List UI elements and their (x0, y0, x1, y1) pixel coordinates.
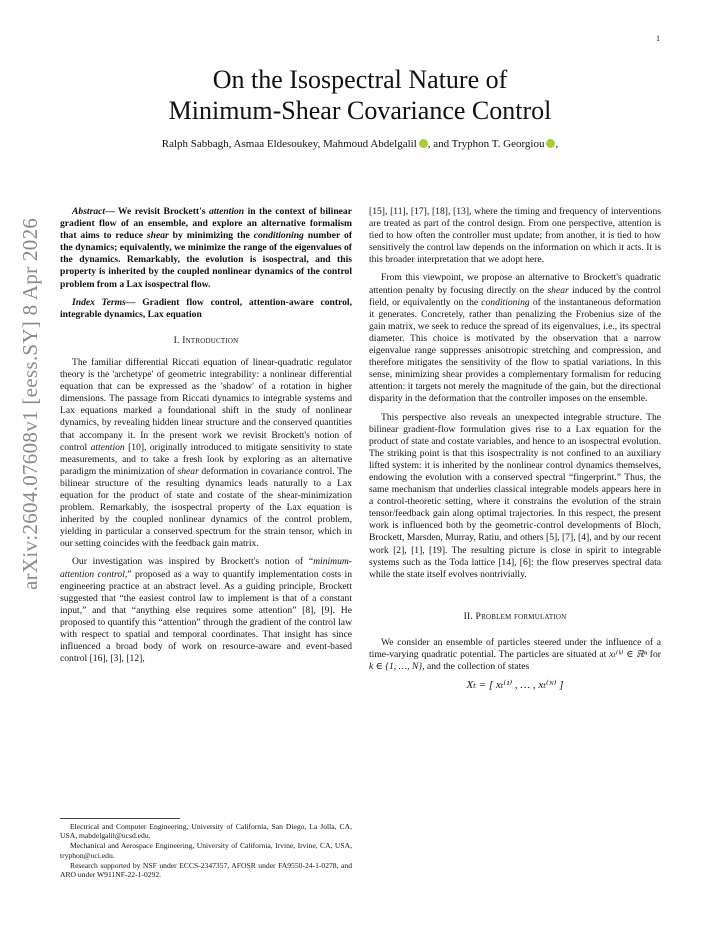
abstract-label: Abstract (72, 206, 106, 217)
title-line-2: Minimum-Shear Covariance Control (168, 96, 552, 125)
section-heading-introduction: I. Introduction (173, 334, 239, 346)
arxiv-stamp: arXiv:2604.07608v1 [eess.SY] 8 Apr 2026 (18, 217, 42, 590)
orcid-icon[interactable] (419, 139, 428, 148)
footnote-rule (60, 818, 180, 819)
authors-text-2: , and Tryphon T. Georgiou (427, 138, 545, 150)
authors-text-3: , (555, 138, 559, 150)
abstract: Abstract— We revisit Brockett's attention in the context of bilinear gradient flow of an ensemble, and explore an alternative formalism that aims to reduce shear by minimizing the conditioning number of the dynamics; equivalently, we minimize the range of the eigenvalues of the dynamics. Remarkably, the evolution is isospectral, and this property is inherited by the coupled nonlinear dynamics of the control problem from a Lax isospectral flow. Index Terms— Gradient flow control, attention-aware control, integrable dynamics, Lax equation (60, 206, 353, 320)
author-list (60, 138, 660, 150)
intro-paragraph-2: Our investigation was inspired by Brockett's notion of “minimum-attention control,” proposed as a way to quantify implementation costs in engineering practice at an abstract level. As a guiding principle, Brockett suggested that “the easiest control law to implement is that of a constant input,” and that “anything else requires some attention” [8], [9]. He proposed to quantify this “attention” through the gradient of the control law with respect to spatial and temporal coordinates. That insight has since influenced a broad body of work on resource-aware and event-based control [16], [3], [12], (60, 556, 352, 665)
footnote-affiliation-uci: Mechanical and Aerospace Engineering, University of California, Irvine, Irvine, CA, USA, tryphon@uci.edu. (60, 841, 352, 860)
right-paragraph-1: [15], [11], [17], [18], [13], where the timing and frequency of interventions are treated as part of the control design. From one perspective, attention is tied to how often the controller must update; from another, it is tied to how sensitively the control law depends on the information on which it acts. It is this broader interpretation that we adopt here. (369, 206, 661, 266)
right-paragraph-2: From this viewpoint, we propose an alternative to Brockett's quadratic attention penalty by focusing directly on the shear induced by the control field, or equivalently on the conditioning of the instantaneous deformation it generates. Concretely, rather than penalizing the Frobenius size of the gain matrix, we seek to reduce the spread of its eigenvalues, i.e., its spectral diameter. This choice is motivated by the observation that a narrow eigenvalue range suppresses anisotropic stretching and compression, and therefore mitigates the sensitivity of the flow to spatial variations. In this sense, minimizing shear provides a complementary formalism for reducing attention: it targets not merely the magnitude of the gain, but the directional disparity in the deformation that the controller imposes on the ensemble. (369, 272, 661, 405)
page-number: 1 (656, 34, 660, 43)
footnote-funding: Research supported by NSF under ECCS-2347357, AFOSR under FA9550-24-1-0278, and ARO under W911NF-22-1-0292. (60, 860, 352, 880)
authors-text-1: Ralph Sabbagh, Asmaa Eldesoukey, Mahmoud Abdelgalil (161, 138, 417, 150)
index-terms: Index Terms— Gradient flow control, attention-aware control, integrable dynamics, Lax equation (60, 296, 352, 320)
left-column (60, 206, 352, 671)
paper-title (80, 64, 640, 126)
right-paragraph-3: This perspective also reveals an unexpected integrable structure. The bilinear gradient-flow formulation gives rise to a Lax equation for the product of state and costate variables, and hence to an isospectral evolution. The striking point is that this isospectrality is not confined to an auxiliary lifted system: it is inherited by the nonlinear control dynamics themselves, endowing the evolution with a conserved spectral “fingerprint.” Thus, the same mechanism that underlies classical integrable models appears here in a control-theoretic setting, where it constrains the evolution of the strain tensor/feedback gain along optimal trajectories. In this respect, the present work is influenced both by the geometric-control developments of Bloch, Brockett, Marsden, Murray, Ratiu, and others [5], [7], [4], and by our recent work [2], [1], [19]. The resulting picture is close in spirit to integrable systems such as the Toda lattice [14], [6]: the flow preserves spectral data while the state itself evolves nontrivially. (369, 411, 661, 580)
right-paragraph-4: We consider an ensemble of particles steered under the influence of a time-varying quadratic potential. The particles are situated at xₜ⁽ᵏ⁾ ∈ ℝⁿ for k ∈ {1, …, N}, and the collection of states (369, 636, 661, 673)
index-terms-label: Index Terms (72, 296, 126, 308)
right-column (369, 206, 661, 691)
section-heading-problem-formulation: II. Problem formulation (463, 610, 567, 622)
intro-paragraph-1: The familiar differential Riccati equation of linear-quadratic regulator theory is the 'archetype' of geometric integrability: a nonlinear differential equation that can be expressed as the 'shadow' of a rotation in higher dimensions. The passage from Riccati dynamics to integrable systems and Lax equations marked a foundational shift in the study of nonlinear dynamics, by revealing hidden linear structure and the conserved quantities that accompany it. In the present work we revisit Brockett's notion of control attention [10], originally introduced to mitigate sensitivity to state measurements, and to take a fresh look by exploring as an alternative paradigm the minimization of shear deformation in covariance control. The bilinear structure of the resulting dynamics leads naturally to a Lax equation for the product of state and costate of the shear-minimization problem. Remarkably, the isospectral property of the Lax equation is inherited by the coupled nonlinear dynamics of the control problem, yielding in particular a conserved spectrum for the strain tensor, which in our setting coincides with the feedback gain matrix. (60, 356, 352, 550)
footnote-affiliation-ucsd: Electrical and Computer Engineering, University of California, San Diego, La Jolla, CA, USA, mabdelgalil@ucsd.edu. (60, 822, 352, 841)
equation-state-collection: Xₜ = [ xₜ⁽¹⁾ , … , xₜ⁽ᴺ⁾ ] (466, 679, 564, 692)
footnotes (60, 818, 352, 880)
title-line-1: On the Isospectral Nature of (212, 65, 508, 94)
